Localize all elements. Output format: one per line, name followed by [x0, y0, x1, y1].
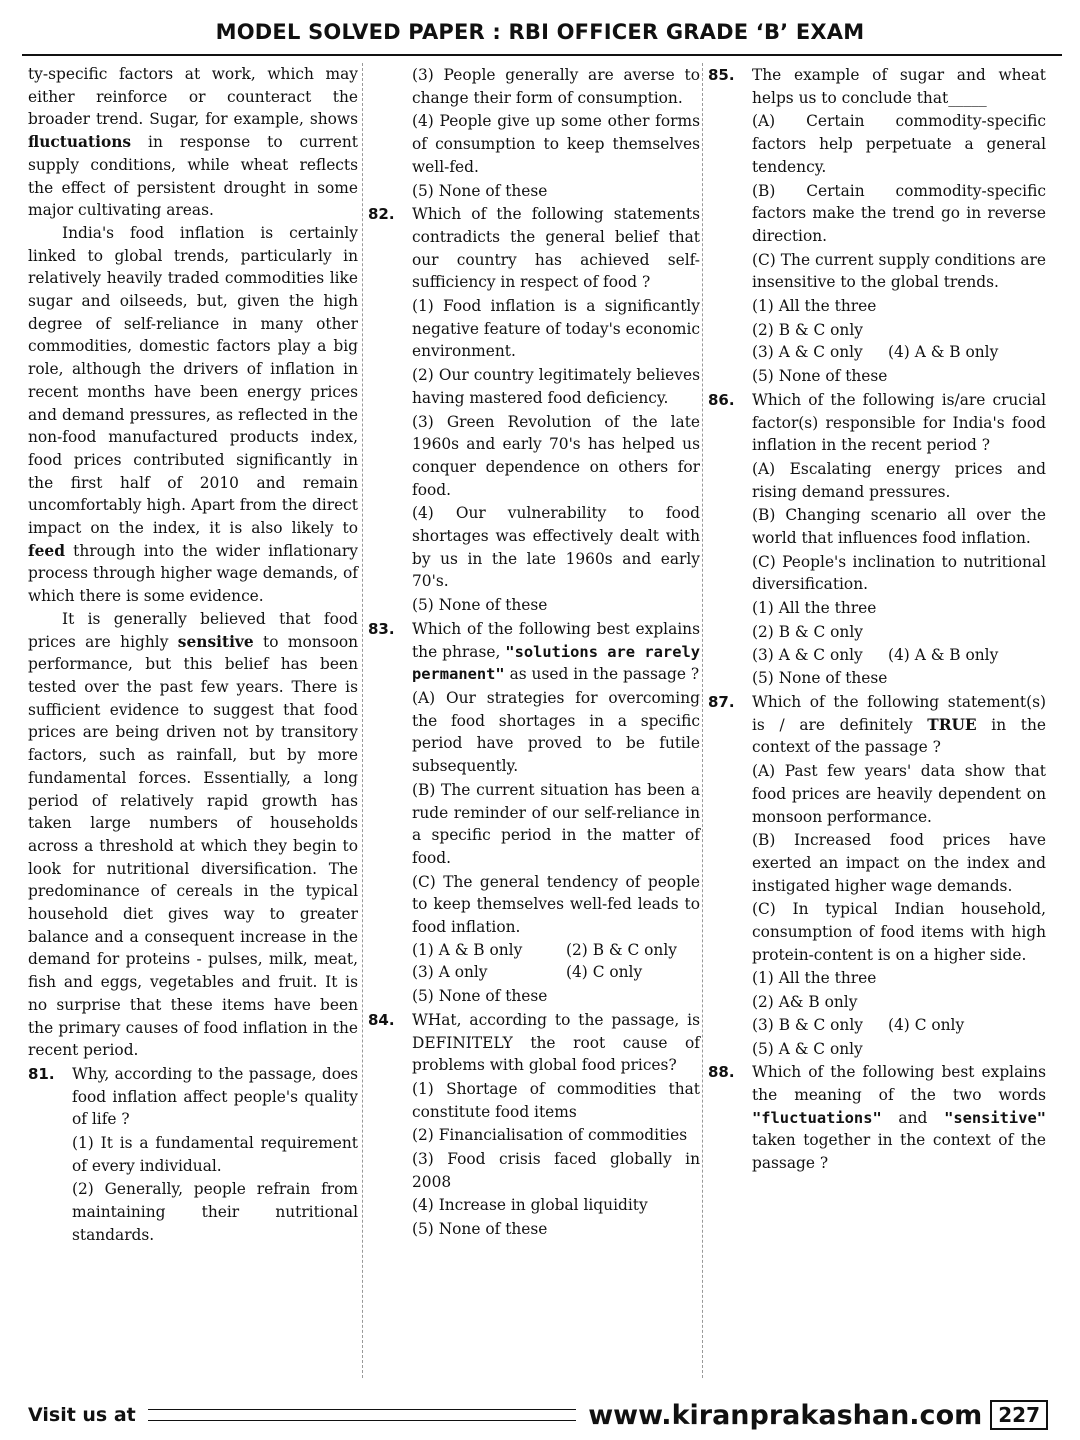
question-number: 86. [708, 390, 735, 409]
option: (4) People give up some other forms of consumption to keep themselves well-fed. [412, 112, 700, 176]
option: (5) None of these [412, 181, 548, 200]
question-text: Why, according to the passage, does food inflation affect people's quality of life ? [72, 1064, 358, 1129]
question-85 [708, 64, 1046, 109]
option: (5) A & C only [752, 1039, 863, 1058]
option-row: (3) A & C only (4) A & B only [752, 645, 999, 664]
passage-paragraph-3: It is generally believed that food prices are highly sensitive to monsoon performance, but this belief has been tested over the past few years. There is sufficient evidence to suggest that food prices are being driven not by transitory factors, such as rainfall, but by more fundamental forces. Essentially, a long period of relatively rapid growth has taken large numbers of households across a threshold at which they begin to look for nutritional diversification. The predominance of cereals in the typical household diet gives way to greater balance and a consequent increase in the demand for proteins - pulses, milk, meat, fish and eggs, vegetables and fruit. It is no surprise that these items have been the primary causes of food inflation in the recent period. [28, 609, 358, 1060]
option-row: (3) A & C only (4) A & B only [752, 343, 999, 362]
column-divider [702, 63, 703, 1378]
passage-paragraph-1: ty-specific factors at work, which may either reinforce or counteract the broader trend. Sugar, for example, shows fluctuations in response to current supply conditions, while wheat reflects the effect of persistent drought in some major cultivating areas. [28, 65, 358, 220]
question-82 [368, 203, 700, 294]
option: (2) A& B only [752, 993, 858, 1012]
question-86 [708, 389, 1046, 457]
question-81 [28, 1063, 358, 1131]
statement-a: (A) Past few years' data show that food prices are heavily dependent on monsoon performance. [752, 762, 1046, 826]
statement-a: (A) Our strategies for overcoming the food shortages in a specific period have proved to be futile subsequently. [412, 688, 700, 776]
statement-c: (C) In typical Indian household, consumption of food items with high protein-content is on a higher side. [752, 900, 1046, 964]
visit-label: Visit us at [28, 1404, 136, 1426]
question-text: Which of the following statements contradicts the general belief that our country has achieved self-sufficiency in respect of food ? [412, 205, 700, 292]
option-row: (3) A only (4) C only [412, 963, 643, 982]
option: (5) None of these [412, 987, 548, 1006]
option: (5) None of these [412, 1220, 548, 1239]
question-text: Which of the following best explains the meaning of the two words "fluctuations" and "sensitive" taken together in the context of the passage ? [752, 1063, 1046, 1173]
statement-c: (C) The current supply conditions are insensitive to the global trends. [752, 250, 1046, 292]
column-2 [368, 63, 700, 1241]
page-header-title: MODEL SOLVED PAPER : RBI OFFICER GRADE ‘B’ EXAM [215, 20, 865, 44]
question-83 [368, 618, 700, 686]
option: (2) Generally, people refrain from maintaining their nutritional standards. [72, 1180, 358, 1244]
question-number: 85. [708, 66, 735, 84]
question-number: 81. [28, 1064, 55, 1083]
question-88 [708, 1061, 1046, 1175]
question-number: 87. [708, 692, 735, 711]
header-rule [22, 54, 1062, 56]
statement-a: (A) Escalating energy prices and rising demand pressures. [752, 459, 1046, 501]
option-row: (1) A & B only (2) B & C only [412, 940, 677, 959]
statement-b: (B) Changing scenario all over the world that influences food inflation. [752, 506, 1046, 548]
statement-b: (B) The current situation has been a rude reminder of our self-reliance in a specific period in the matter of food. [412, 780, 700, 867]
statement-c: (C) People's inclination to nutritional diversification. [752, 552, 1046, 594]
statement-b: (B) Increased food prices have exerted an impact on the index and instigated higher wage demands. [752, 831, 1046, 895]
footer-rule [148, 1409, 576, 1421]
question-number: 88. [708, 1063, 735, 1082]
option: (4) Increase in global liquidity [412, 1196, 648, 1215]
option: (1) Shortage of commodities that constitute food items [412, 1079, 700, 1121]
column-divider [362, 63, 363, 1378]
option: (2) Our country legitimately believes having mastered food deficiency. [412, 366, 700, 407]
question-text: Which of the following is/are crucial factor(s) responsible for India's food inflation in the recent period ? [752, 390, 1046, 455]
statement-b: (B) Certain commodity-specific factors make the trend go in reverse direction. [752, 181, 1046, 245]
passage-paragraph-2: India's food inflation is certainly linked to global trends, particularly in relatively heavily traded commodities like sugar and oilseeds, but, given the high degree of self-reliance in many other commodities, domestic factors play a big role, although the drivers of inflation in recent months have been energy prices and demand pressures, as reflected in the non-food manufactured products index, food prices contributed significantly in the first half of 2010 and remain uncomfortably high. Apart from the direct impact on the index, it is also likely to feed through into the wider inflationary process through higher wage demands, of which there is some evidence. [28, 223, 358, 606]
option: (3) Food crisis faced globally in 2008 [412, 1150, 700, 1191]
option: (1) Food inflation is a significantly negative feature of today's economic environment. [412, 297, 700, 361]
page-number: 227 [990, 1400, 1048, 1430]
question-text: The example of sugar and wheat helps us to conclude that_____ [752, 66, 1046, 107]
option: (1) All the three [752, 599, 877, 618]
option: (1) All the three [752, 969, 877, 988]
option: (2) Financialisation of commodities [412, 1126, 688, 1145]
column-3 [708, 63, 1046, 1175]
website-link[interactable]: www.kiranprakashan.com [588, 1399, 983, 1431]
option: (3) People generally are averse to change their form of consumption. [412, 66, 700, 107]
column-1 [28, 63, 358, 1247]
option: (2) B & C only [752, 622, 863, 641]
question-text: Which of the following statement(s) is / are definitely TRUE in the context of the passage ? [752, 692, 1047, 757]
statement-c: (C) The general tendency of people to keep themselves well-fed leads to food inflation. [412, 872, 700, 937]
option: (5) None of these [412, 596, 548, 615]
question-number: 82. [368, 205, 395, 224]
question-text: Which of the following best explains the phrase, "solutions are rarely permanent" as used in the passage ? [412, 619, 700, 684]
question-number: 84. [368, 1010, 395, 1029]
option-row: (3) B & C only (4) C only [752, 1015, 965, 1034]
option: (5) None of these [752, 669, 888, 688]
page-footer [28, 1395, 1048, 1435]
question-number: 83. [368, 619, 395, 638]
option: (1) All the three [752, 297, 877, 316]
option: (4) Our vulnerability to food shortages was effectively dealt with by us in the late 1960s and early 70's. [412, 504, 700, 591]
option: (2) B & C only [752, 320, 863, 339]
option: (3) Green Revolution of the late 1960s and early 70's has helped us conquer dependence on others for food. [412, 412, 700, 499]
option: (5) None of these [752, 367, 888, 386]
statement-a: (A) Certain commodity-specific factors help perpetuate a general tendency. [752, 112, 1046, 176]
option: (1) It is a fundamental requirement of every individual. [72, 1134, 358, 1175]
question-84 [368, 1009, 700, 1077]
question-text: WHat, according to the passage, is DEFINITELY the root cause of problems with global food prices? [412, 1010, 700, 1075]
question-87 [708, 691, 1046, 759]
